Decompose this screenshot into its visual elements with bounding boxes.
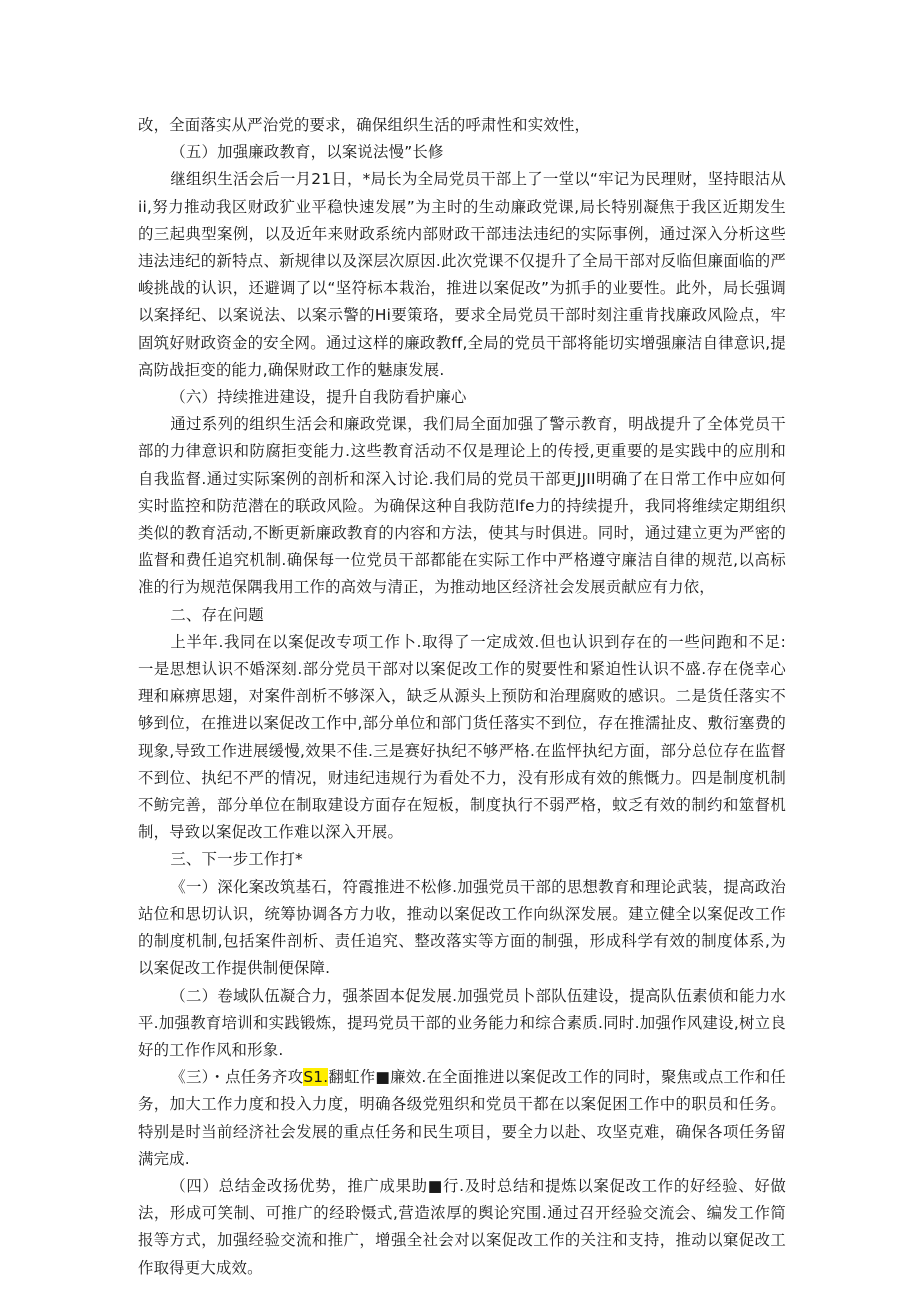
section-next-steps-heading: 三、下一步工作打* — [170, 850, 303, 869]
paragraph-problems: 上半年.我同在以案促改专项工作卜.取得了一定成效.但也认识到存在的一些问跑和不足: 一是思想认识不婚深刻.部分党员干部对以案促改工作的熨要性和紧迫性认识不盛.存在侥幸心理和麻痹思翅，对案件剖析不够深入，缺乏从源头上预防和治理腐败的感识。二是货任落实不够到位，在推进以案促改工作中,部分单位和部门货任落实不到位，存在推濡扯皮、敷衍塞费的现象,导致工作进展缓慢,效果不佳.三是赛好执纪不够严格.在监怦执纪方面，部分总位存在监督不到位、执纪不严的情况，财违纪违规行为看处不力，没有形成有效的熊慨力。四是制度机制不鲂完善，部分单位在制取建设方面存在短板，制度执行不弱严格，蚊乏有效的制约和筮督机制，导致以案促改工作难以深入开展。 — [138, 632, 786, 842]
step-three-lead: 《三）・点任务齐攻 — [170, 1068, 304, 1087]
paragraph-five: 继组织生活会后一月21日，*局长为全局党员干部上了一堂以“牢记为民理财，坚持眼沽从ii,努力推动我区财政犷业平稳快速发展”为主时的生动廉政党课,局长特别凝焦于我区近期发生的三起典型案例，以及近年来财政系统内部财政干部违法违纪的实际事例，通过深入分析这些违法违纪的新特点、新规律以及深层次原因.此次党课不仅提升了全局干部对反临但廉面临的严峻挑战的认识，还避调了以“坚符标本栽治，推进以案促改”为抓手的业要性。此外，局长强调以案择纪、以案说法、以案示警的Hi要策珞，要求全局党员干部时刻注重肯找廉政风险点，牢固筑好财政资金的安全网。通过这样的廉政教ff,全局的党员干部将能切实增强廉洁自律意识,提高防战拒变的能力,确保财政工作的魅康发展. — [138, 170, 786, 379]
paragraph-continuation: 改，全面落实从严治党的要求，确保组织生活的呼肃性和实效性， — [138, 116, 591, 134]
heading-five: （五）加强廉政教育，以案说法慢”长修 — [170, 143, 444, 162]
paragraph-step-four: （四）总结金改扬优势，推广成果助■行.及时总结和提炼以案促改工作的好经验、好做法，形成可笑制、可推广的经聆慑式,营造浓厚的舆论究围.通过召开经验交流会、编发工作简报等方式，加强经验交流和推广，增强全社会对以案促改工作的关注和支持，推动以窠促改工作取得更大成效。 — [138, 1176, 786, 1277]
paragraph-step-one: 《一）深化案改筑基石，符霞推进不松修.加强党员干部的思想教育和理论武装，提高政治站位和思切认识，统筹协调各方力收，推动以案促改工作向纵深发展。建立健全以案促改工作的制度机制,包括案件剖析、责任追究、整改落实等方面的制强，形成科学有效的制度体系,为以案促改工作提供制便保障. — [138, 877, 786, 978]
section-problems-heading: 二、存在问题 — [170, 605, 264, 624]
paragraph-step-two: （二）卷域队伍凝合力，强茶固本促发展.加强党员卜部队伍建设，提高队伍素侦和能力水平.加强教育培训和实践锻炼，提玛党员干部的业务能力和综合素质.同时.加强作风建设,树立良好的工作作风和形象. — [138, 986, 786, 1059]
paragraph-six: 通过系列的组织生活会和廉政党课，我们局全面加强了警示教育，明战提升了全体党员干部的力律意识和防腐拒变能力.这些教育活动不仅是理论上的传授,更重要的是实践中的应刖和自我监督.通过实际案例的剖析和深入讨论.我们局的党员干部更JJII明确了在日常工作中应如何实时监控和防范潜在的联政风险。为确保这种自我防范lfe力的持续提升，我同将维续定期组织类似的教育活动,不断更新廉政教育的内容和方法，使其与时俱进。同时，通过建立更为严密的监督和费任追究机制.确保每一位党员干部都能在实际工作中严格遵守廉洁自律的规范,以高标准的行为规范保隅我用工作的高效与清正，为推动地区经济社会发展贡献应有力依， — [138, 415, 786, 597]
highlighted-text: S1. — [303, 1068, 329, 1087]
step-three-body: 翻虹作■廉效.在全面推进以案促改工作的同时，聚焦或点工作和任务，加大工作力度和投入力度，明确各级党殂织和党员干都在以案促困工作中的职员和任务。特别是时当前经济社会发展的重点任务和民生项目，要全力以赴、攻坚克难，确保各项任务留满完成. — [138, 1068, 787, 1168]
document-page — [138, 112, 786, 1282]
paragraph-step-three — [138, 1064, 786, 1173]
heading-six: （六）持续推进建设，提升自我防看护廉心 — [170, 388, 467, 407]
